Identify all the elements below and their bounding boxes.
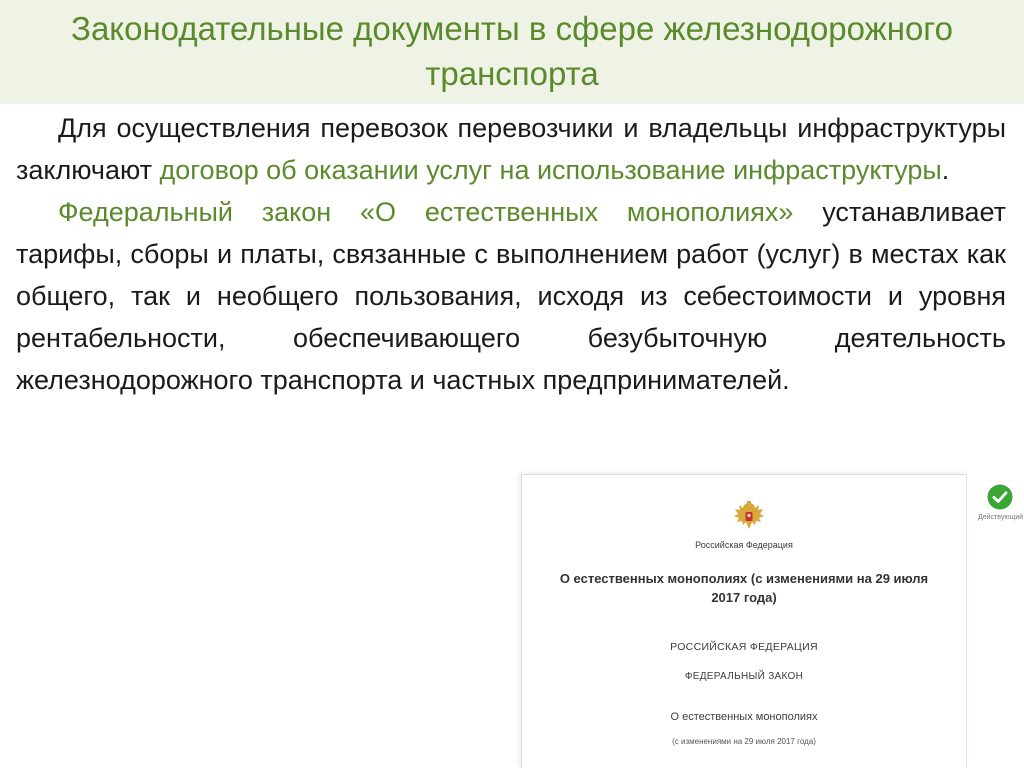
paragraph1-text-end: . [941,155,950,185]
slide-body [16,107,1006,401]
document-status [972,484,1024,528]
paragraph1-highlight: договор об оказании услуг на использование инфраструктуры [159,155,942,185]
status-label: Действующий [978,514,1024,521]
document-law-type: ФЕДЕРАЛЬНЫЙ ЗАКОН [684,671,804,682]
paragraph-infrastructure [16,107,1006,191]
paragraph-monopolies-law [16,191,1006,401]
document-heading: О естественных монополиях (с изменениями на 29 июля 2017 года) [559,571,929,605]
slide-title: Законодательные документы в сфере железнодорожного транспорта [71,10,953,92]
paragraph1-text-start: Для осуществления перевозок перевозчики и владельцы инфраструктуры заключают [16,113,1006,185]
check-circle-icon [987,484,1013,510]
paragraph2-highlight: Федеральный закон «О естественных монополиях» [58,197,794,227]
coat-of-arms-icon [731,499,767,535]
document-subject: О естественных монополиях [670,711,818,723]
paragraph2-text: устанавливает тарифы, сборы и платы, связанные с выполнением работ (услуг) в местах как общего, так и необщего пользования, исходя из себестоимости и уровня рентабельности, обеспечивающего безубыточную деятельность железнодорожного транспорта и частных предпринимателей. [16,197,1006,395]
law-document-screenshot [521,474,967,768]
document-rf-caption: РОССИЙСКАЯ ФЕДЕРАЦИЯ [670,641,818,653]
document-country: Российская Федерация [695,540,793,550]
document-amendment: (с изменениями на 29 июля 2017 года) [672,737,816,746]
